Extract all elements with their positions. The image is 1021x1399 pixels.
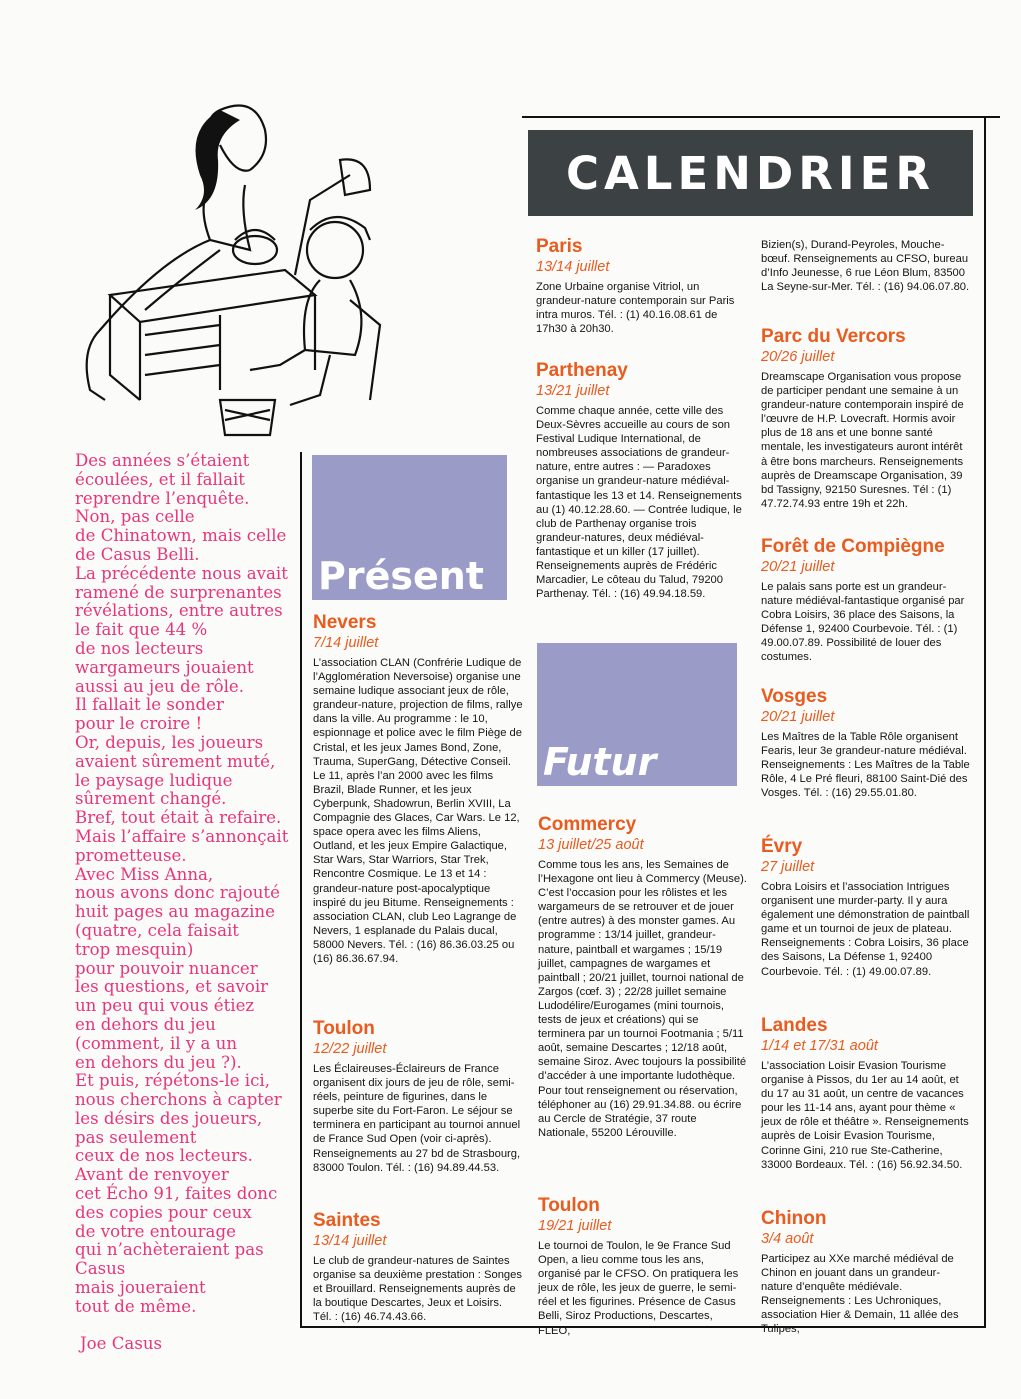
entry-commercy (538, 814, 748, 1140)
intro-line: huit pages au magazine (75, 902, 275, 922)
entry-date: 13/14 juillet (313, 1233, 387, 1249)
entry-text: Les Éclaireuses-Éclaireurs de France organisent dix jours de jeu de rôle, semi-réels, peinture de figurines, dans le superbe site du Fort-Faron. Le séjour se terminera en participant au tournoi annuel de France Sud Open (voir ci-après). Renseignements au 27 bd de Strasbourg, 83000 Toulon. Tél. : (16) 94.89.44.53. (313, 1063, 521, 1174)
intro-line: mais joueraient (75, 1278, 206, 1298)
entry-city: Parthenay (536, 360, 628, 381)
intro-line: Il fallait le sonder (75, 695, 224, 715)
entry-date: 7/14 juillet (313, 635, 379, 651)
top-rule (522, 116, 1000, 118)
intro-line: le fait que 44 % (75, 620, 208, 640)
entry-date: 19/21 juillet (538, 1218, 612, 1234)
intro-line: en dehors du jeu (75, 1014, 216, 1034)
entry-date: 12/22 juillet (313, 1041, 387, 1057)
intro-line: Bref, tout était à refaire. (75, 808, 282, 828)
entry-vercors (761, 326, 971, 511)
entry-saintes (313, 1210, 523, 1324)
entry-text: Zone Urbaine organise Vitriol, un grandeur-nature contemporain sur Paris intra muros. Tél. : (1) 40.16.08.61 de 17h30 à 20h30. (536, 281, 735, 336)
entry-city: Nevers (313, 612, 377, 633)
intro-line: Avec Miss Anna, (75, 864, 214, 884)
present-banner: Présent (312, 455, 507, 600)
intro-line: La précédente nous avait (75, 563, 288, 583)
intro-line: ramené de surprenantes (75, 582, 282, 602)
futur-banner: Futur (537, 643, 737, 786)
entry-toulon (313, 1018, 523, 1175)
entry-text: Le palais sans porte est un grandeur-nature médiéval-fantastique organisé par Cobra Loisirs, 36 place des Saisons, la Défense 1, 92400 Courbevoie. Tél. : (1) 49.00.07.89. Possibilité de louer des costumes. (761, 581, 965, 664)
intro-line: de Chinatown, mais celle (75, 526, 287, 546)
intro-line: écoulées, et il fallait (75, 469, 245, 489)
entry-nevers (313, 612, 523, 966)
entry-compiegne (761, 536, 971, 665)
intro-line: sûrement changé. (75, 789, 227, 809)
intro-line: Et puis, répétons-le ici, (75, 1071, 270, 1091)
page-title: CALENDRIER (528, 130, 973, 216)
right-rule (984, 118, 986, 1328)
intro-line: Or, depuis, les joueurs (75, 732, 264, 752)
intro-line: wargameurs jouaient (75, 657, 254, 677)
intro-line: en dehors du jeu ?). (75, 1052, 242, 1072)
entry-date: 13/14 juillet (536, 259, 610, 275)
entry-date: 13 juillet/25 août (538, 837, 644, 853)
intro-line: un peu qui vous étiez (75, 996, 255, 1016)
entry-continuation (761, 238, 971, 294)
entry-text: Bizien(s), Durand-Peyroles, Mouche-bœuf. Renseignements au CFSO, bureau d’Info Jeunesse, 6 rue Léon Blum, 83500 La Seyne-sur-Mer. Tél. : (16) 94.06.07.80. (761, 239, 970, 294)
entry-text: Le club de grandeur-natures de Saintes organise sa deuxième prestation : Songes et Brouillard. Renseignements auprès de la boutique Descartes, Jeux et Loisirs. Tél. : (16) 46.74.43.66. (313, 1255, 522, 1324)
entry-date: 3/4 août (761, 1231, 814, 1247)
entry-date: 20/26 juillet (761, 349, 835, 365)
entry-toulon-open (538, 1195, 748, 1338)
intro-line: reprendre l’enquête. (75, 488, 250, 508)
intro-line: nous avons donc rajouté (75, 883, 280, 903)
intro-line: Casus (75, 1259, 126, 1279)
entry-city: Parc du Vercors (761, 326, 906, 347)
entry-vosges (761, 686, 971, 800)
intro-line: des copies pour ceux (75, 1202, 252, 1222)
signature: Joe Casus (80, 1334, 163, 1353)
entry-text: L’association Loisir Evasion Tourisme organise à Pissos, du 1er au 14 août, et du 17 au 31 août, un centre de vacances pour les 11-14 ans, ayant pour thème « jeux de rôle et théâtre ». Renseignements auprès de Loisir Evasion Tourisme, Corinne Gini, 210 rue Ste-Catherine, 33000 Bordeaux. Tél. : (16) 56.92.34.50. (761, 1060, 969, 1171)
intro-line: (quatre, cela faisait (75, 920, 239, 940)
intro-line: pour pouvoir nuancer (75, 958, 258, 978)
entry-city: Chinon (761, 1208, 827, 1229)
entry-text: Cobra Loisirs et l’association Intrigues organisent une murder-party. Il y aura également une démonstration de paintball game et un tournoi de jeux de plateau. Renseignements : Cobra Loisirs, 36 place des Saisons, La Défense 1, 92400 Courbevoie. Tél. : (1) 49.00.07.89. (761, 881, 970, 978)
entry-text: L’association CLAN (Confrérie Ludique de l’Agglomération Neversoise) organise une semaine ludique associant jeux de rôle, grandeur-nature, projection de films, rallye dans la ville. Au programme : le 10, espionnage et police avec le film Piège de Cristal, et les jeux James Bond, Zone, Trauma, SuperGang, Détective Conseil. Le 11, après l’an 2000 avec les films Brazil, Blade Runner, et les jeux Cyberpunk, Shadowrun, Berlin XVIII, La Compagnie des Glaces, Car Wars. Le 12, space opera avec les films Aliens, Outland, et les jeux Empire Galactique, Star Wars, Star Warriors, Star Trek, Rencontre Cosmique. Le 13 et 14 : grandeur-nature post-apocalyptique inspiré du jeu Bitume. Renseignements : association CLAN, club Leo Lagrange de Nevers, 1 esplanade du Palais ducal, 58000 Nevers. Tél. : (16) 86.36.03.25 ou (16) 86.36.67.94. (313, 657, 523, 965)
entry-text: Dreamscape Organisation vous propose de participer pendant une semaine à un grandeur-nature contemporain inspiré de l’œuvre de H.P. Lovecraft. Hormis avoir plus de 18 ans et une bonne santé mentale, les investigateurs auront intérêt à être bons marcheurs. Renseignements auprès de Dreamscape Organisation, 39 bd Tassigny, 92150 Suresnes. Tél : (1) 47.72.74.93 entre 19h et 22h. (761, 371, 964, 510)
intro-line: qui n’achèteraient pas (75, 1240, 264, 1260)
intro-line: révélations, entre autres (75, 601, 283, 621)
intro-line: Des années s’étaient (75, 451, 250, 470)
entry-city: Paris (536, 236, 583, 257)
entry-date: 13/21 juillet (536, 383, 610, 399)
entry-text: Comme chaque année, cette ville des Deux-Sèvres accueille au cours de son Festival Ludique International, de nombreuses associations de grandeur-nature, entre autres : — Paradoxes organise un grandeur-nature médiéval-fantastique les 13 et 14. Renseignements au (1) 40.12.28.60. — Contrée ludique, le club de Parthenay organise trois grandeur-natures, deux médiéval-fantastique et un killer (17 juillet). Renseignements auprès de Frédéric Marcadier, Le côteau du Talud, 79200 Parthenay. Tél. : (16) 49.94.18.59. (536, 405, 742, 601)
entry-date: 20/21 juillet (761, 559, 835, 575)
entry-text: Les Maîtres de la Table Rôle organisent Fearis, leur 3e grandeur-nature médiéval. Renseignements : Les Maîtres de la Table Rôle, 4 Le Pré fleuri, 88100 Saint-Dié des Vosges. Tél. : (16) 29.55.01.80. (761, 731, 970, 800)
intro-text (75, 452, 297, 1317)
entry-city: Évry (761, 836, 803, 857)
entry-paris (536, 236, 746, 336)
intro-line: avaient sûrement muté, (75, 751, 276, 771)
entry-date: 27 juillet (761, 859, 815, 875)
entry-city: Toulon (538, 1195, 600, 1216)
intro-line: pour le croire ! (75, 714, 203, 734)
entry-date: 1/14 et 17/31 août (761, 1038, 878, 1054)
entry-city: Saintes (313, 1210, 381, 1231)
left-rule (300, 452, 302, 1328)
intro-line: prometteuse. (75, 845, 187, 865)
entry-text: Participez au XXe marché médiéval de Chinon en jouant dans un grandeur-nature d’enquête médiévale. Renseignements : Les Uchroniques, association Hier & Demain, 11 allée des Tulipes, (761, 1253, 959, 1336)
intro-line: nous cherchons à capter (75, 1090, 282, 1110)
intro-line: de votre entourage (75, 1221, 236, 1241)
intro-line: (comment, il y a un (75, 1033, 238, 1053)
entry-parthenay (536, 360, 746, 601)
intro-line: Avant de renvoyer (75, 1165, 229, 1185)
intro-line: cet Écho 91, faites donc (75, 1184, 278, 1204)
entry-chinon (761, 1208, 971, 1337)
intro-line: de Casus Belli. (75, 544, 200, 564)
entry-date: 20/21 juillet (761, 709, 835, 725)
intro-line: trop mesquin) (75, 939, 194, 959)
intro-line: pas seulement (75, 1127, 197, 1147)
intro-line: Non, pas celle (75, 507, 195, 527)
intro-line: tout de même. (75, 1296, 197, 1316)
intro-line: les questions, et savoir (75, 977, 269, 997)
intro-line: Mais l’affaire s’annonçait (75, 826, 289, 846)
detective-illustration (70, 100, 400, 440)
intro-line: aussi au jeu de rôle. (75, 676, 245, 696)
intro-line: le paysage ludique (75, 770, 233, 790)
intro-line: ceux de nos lecteurs. (75, 1146, 253, 1166)
entry-city: Commercy (538, 814, 637, 835)
entry-city: Forêt de Compiègne (761, 536, 945, 557)
entry-text: Comme tous les ans, les Semaines de l’Hexagone ont lieu à Commercy (Meuse). C’est l’occasion pour les rôlistes et les wargameurs de se retrouver et de jouer (entre autres) à des monster games. Au programme : 13/14 juillet, grandeur-nature, paintball et wargames ; 15/19 juillet, campagnes de wargames et paintball ; 20/21 juillet, tournoi national de Zargos (cœf. 3) ; 22/28 juillet semaine Ludodélire/Eurogames (mini tournois, tests de jeux et créations) qui se terminera par un tournoi Footmania ; 5/11 août, semaine Descartes ; 12/18 août, semaine Siroz. Avec toujours la possibilité d’accéder à une importante ludothèque. Pour tout renseignement ou réservation, téléphoner au (16) 29.91.34.88. ou écrire au Cercle de Stratégie, 37 route Nationale, 55200 Lérouville. (538, 859, 747, 1139)
entry-text: Le tournoi de Toulon, le 9e France Sud Open, a lieu comme tous les ans, organisé par le CFSO. On pratiquera les jeux de rôle, les jeux de guerre, le semi-réel et les figurines. Présence de Casus Belli, Siroz Productions, Descartes, FLEO, (538, 1240, 739, 1337)
entry-evry (761, 836, 971, 979)
intro-line: de nos lecteurs (75, 638, 204, 658)
entry-city: Landes (761, 1015, 828, 1036)
entry-landes (761, 1015, 971, 1172)
entry-city: Toulon (313, 1018, 375, 1039)
entry-city: Vosges (761, 686, 828, 707)
intro-line: les désirs des joueurs, (75, 1108, 263, 1128)
